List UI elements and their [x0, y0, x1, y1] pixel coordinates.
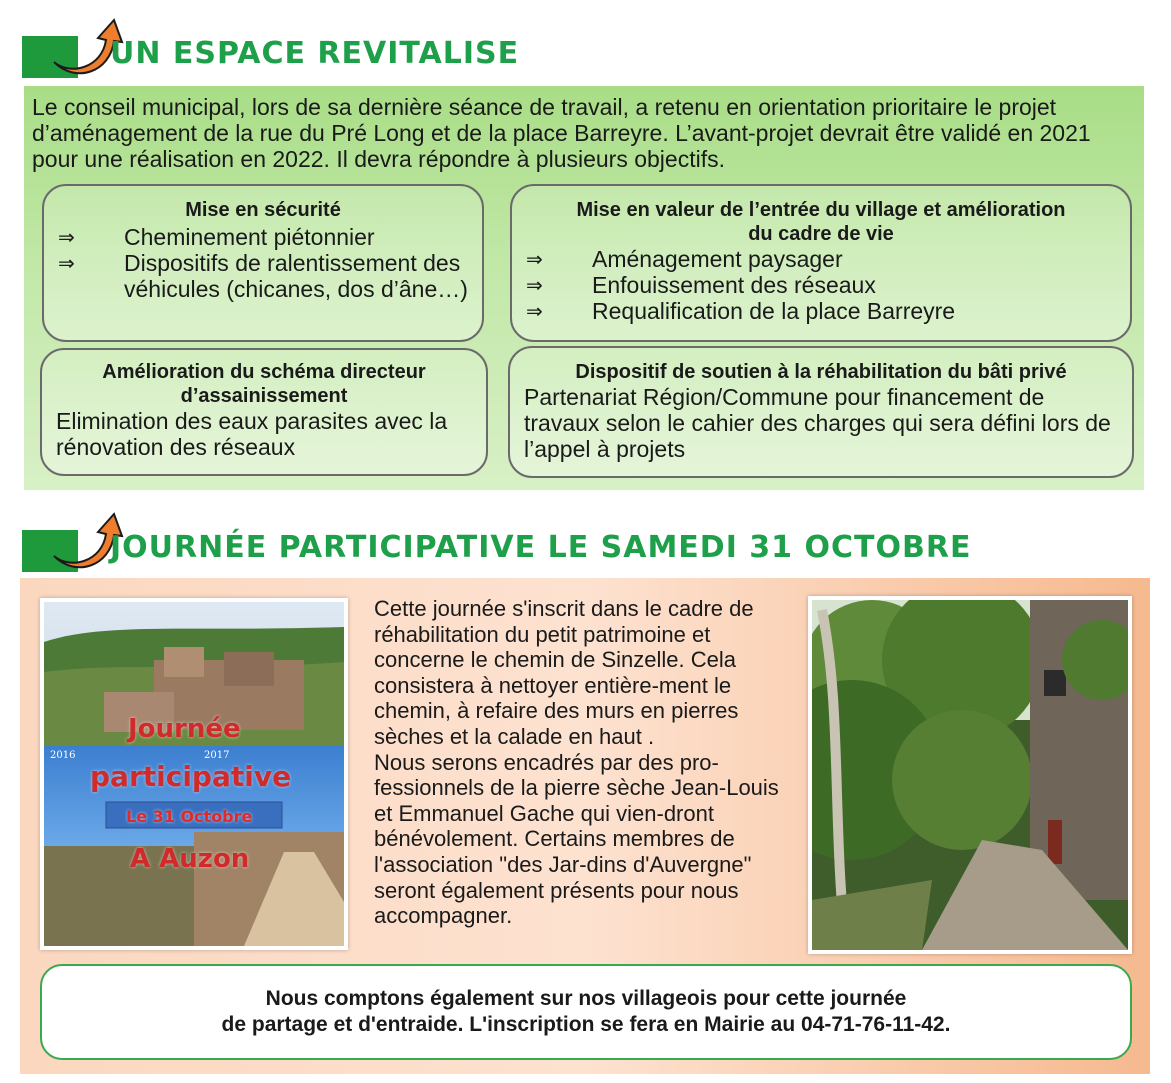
list-item: ⇒ Aménagement paysager [526, 246, 843, 272]
double-arrow-icon: ⇒ [526, 247, 543, 271]
poster-date: Le 31 Octobre [126, 807, 253, 826]
path-photo-illustration [812, 600, 1128, 950]
box-title: Dispositif de soutien à la réhabilitation du bâti privé [575, 361, 1067, 383]
poster-place: A Auzon [130, 844, 250, 874]
objective-box-securite [42, 184, 484, 342]
double-arrow-icon: ⇒ [526, 299, 543, 323]
double-arrow-icon: ⇒ [58, 225, 75, 249]
callout-line1: Nous comptons également sur nos villageois pour cette journée [265, 987, 907, 1010]
box-text: Elimination des eaux parasites avec la rénovation des réseaux [56, 408, 448, 460]
poster-title-line2: participative [90, 760, 292, 793]
intro-paragraph: Le conseil municipal, lors de sa dernière séance de travail, a retenu en orientation prioritaire le projet d’aménagement de la rue du Pré Long et de la place Barreyre. L’avant-projet devrait être validé en 2021 pour une réalisation en 2022. Il devra répondre à plusieurs objectifs. [32, 94, 1091, 172]
poster-title-line1: Journée [128, 714, 241, 744]
chemin-sinzelle-photo [808, 596, 1132, 954]
poster-year-right: 2017 [204, 750, 230, 761]
poster-year-left: 2016 [50, 750, 76, 761]
section-title: JOURNÉE PARTICIPATIVE LE SAMEDI 31 OCTOBRE [110, 530, 972, 565]
event-description: Cette journée s'inscrit dans le cadre de réhabilitation du petit patrimoine et concerne le chemin de Sinzelle. Cela consistera à nettoyer entière-ment le chemin, à refaire des murs en pierres sèches et la calade en haut . Nous serons encadrés par des pro-fessionnels de la pierre sèche Jean-Louis et Emmanuel Gache qui vien-dront bénévolement. Certains membres de l'association "des Jar-dins d'Auvergne" seront également présents pour nous accompagner. [374, 596, 779, 929]
objective-box-entree-village [510, 184, 1132, 342]
list-item: ⇒ Enfouissement des réseaux [526, 272, 876, 298]
list-item: ⇒ Requalification de la place Barreyre [526, 298, 956, 324]
inscription-callout [40, 964, 1132, 1060]
journee-panel [20, 578, 1150, 1074]
section-header-espace [22, 14, 1142, 78]
event-poster-image [40, 598, 348, 950]
double-arrow-icon: ⇒ [58, 251, 75, 275]
objective-box-assainissement [40, 348, 488, 476]
revitalisation-panel [24, 86, 1144, 490]
section-title: UN ESPACE REVITALISE [110, 36, 520, 71]
box-title: Mise en sécurité [185, 199, 341, 221]
box-text: Partenariat Région/Commune pour financement de travaux selon le cahier des charges qui sera défini lors de l’appel à projets [524, 384, 1111, 462]
box-title: Mise en valeur de l’entrée du village et amélioration du cadre de vie [576, 199, 1066, 245]
list-item: ⇒ Dispositifs de ralentissement des véhicules (chicanes, dos d’âne…) [58, 250, 468, 302]
callout-line2: de partage et d'entraide. L'inscription se fera en Mairie au 04-71-76-11-42. [221, 1013, 951, 1036]
list-item: ⇒ Cheminement piétonnier [58, 224, 375, 250]
box-title: Amélioration du schéma directeur d’assainissement [102, 361, 426, 407]
section-header-journee [22, 508, 1142, 572]
double-arrow-icon: ⇒ [526, 273, 543, 297]
objective-box-bati-prive [508, 346, 1134, 478]
